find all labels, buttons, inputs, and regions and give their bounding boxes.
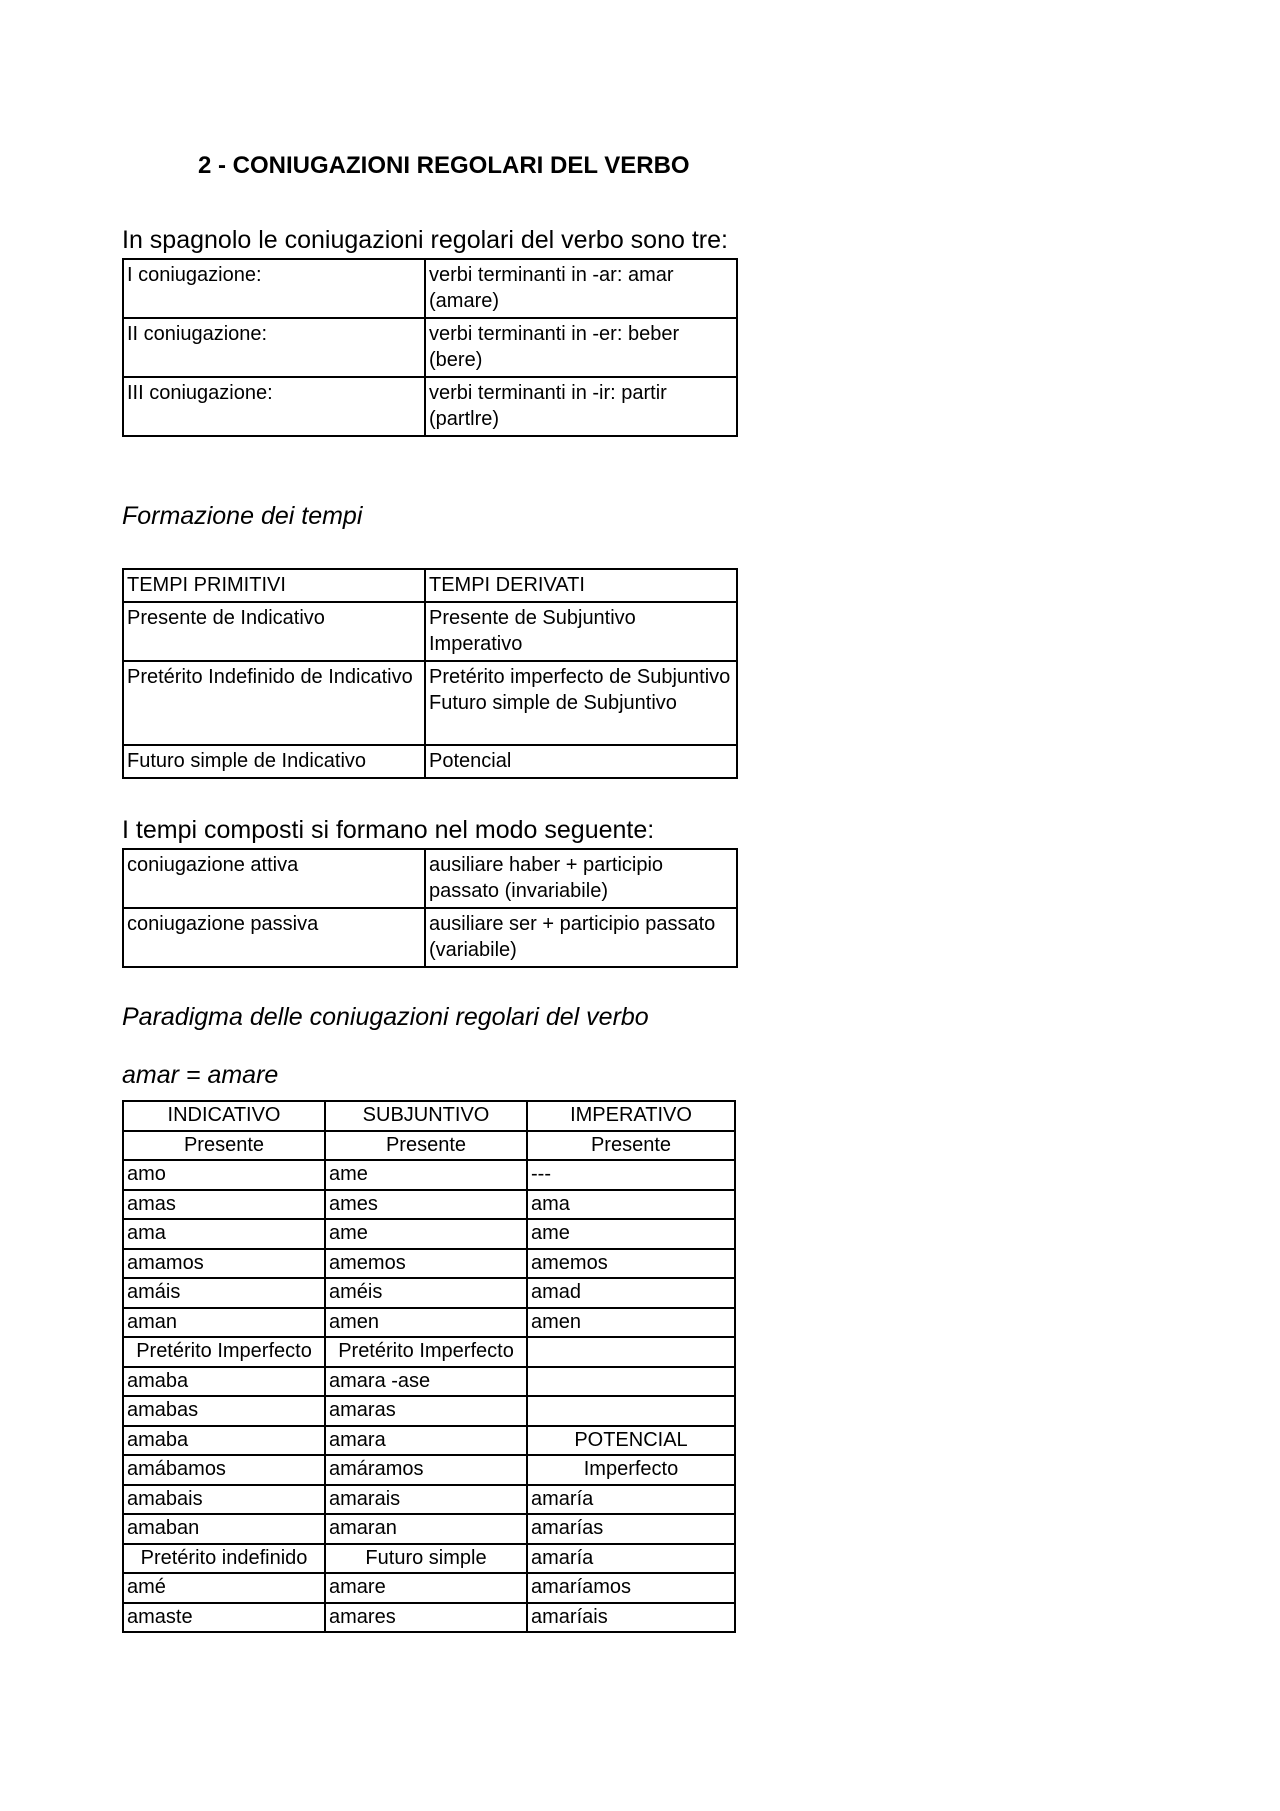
paradigma-heading: Paradigma delle coniugazioni regolari del verbo xyxy=(122,1003,649,1031)
conjugation-description: verbi terminanti in -ar: amar (amare) xyxy=(425,259,737,318)
table-row xyxy=(123,1396,735,1426)
tempi-derivati xyxy=(425,602,737,661)
table-row xyxy=(123,1544,735,1574)
conjugation-label: III coniugazione: xyxy=(123,377,425,436)
table-row xyxy=(123,745,737,778)
table-row xyxy=(123,1249,735,1279)
paradigm-cell: amarías xyxy=(527,1514,735,1544)
paradigm-cell: amabais xyxy=(123,1485,325,1515)
paradigm-cell: amaste xyxy=(123,1603,325,1633)
paradigm-cell: amas xyxy=(123,1190,325,1220)
table-row xyxy=(123,1367,735,1397)
paradigm-cell: amares xyxy=(325,1603,527,1633)
paradigm-cell: amaríais xyxy=(527,1603,735,1633)
paradigm-cell: aman xyxy=(123,1308,325,1338)
table-row xyxy=(123,1131,735,1161)
paradigm-cell: Pretérito Imperfecto xyxy=(325,1337,527,1367)
composto-label: coniugazione passiva xyxy=(123,908,425,967)
paradigm-cell: amen xyxy=(325,1308,527,1338)
paradigm-cell: Pretérito indefinido xyxy=(123,1544,325,1574)
table-row xyxy=(123,1337,735,1367)
paradigm-cell: amaras xyxy=(325,1396,527,1426)
table-row xyxy=(123,377,737,436)
table-row xyxy=(123,1190,735,1220)
paradigm-cell: amara -ase xyxy=(325,1367,527,1397)
paradigm-cell: amáramos xyxy=(325,1455,527,1485)
paradigm-cell: Presente xyxy=(325,1131,527,1161)
column-header: TEMPI DERIVATI xyxy=(425,569,737,602)
tempi-table xyxy=(122,568,738,779)
table-row xyxy=(123,318,737,377)
table-header-row xyxy=(123,569,737,602)
table-row xyxy=(123,1219,735,1249)
composti-table xyxy=(122,848,738,968)
paradigm-cell: amé xyxy=(123,1573,325,1603)
paradigm-cell: Presente xyxy=(123,1131,325,1161)
tempo-primitivo: Presente de Indicativo xyxy=(123,602,425,661)
paradigm-cell: Presente xyxy=(527,1131,735,1161)
composti-intro: I tempi composti si formano nel modo seguente: xyxy=(122,816,655,844)
paradigm-cell: amarais xyxy=(325,1485,527,1515)
paradigm-cell: amáis xyxy=(123,1278,325,1308)
paradigm-cell: amaríamos xyxy=(527,1573,735,1603)
paradigm-cell: amemos xyxy=(527,1249,735,1279)
paradigm-cell: IMPERATIVO xyxy=(527,1101,735,1131)
table-row xyxy=(123,1573,735,1603)
paradigm-cell: amaba xyxy=(123,1367,325,1397)
tempo-derivato: Futuro simple de Subjuntivo xyxy=(429,692,677,714)
table-row xyxy=(123,1603,735,1633)
paradigm-cell: améis xyxy=(325,1278,527,1308)
formazione-heading: Formazione dei tempi xyxy=(122,502,363,530)
tempo-derivato: Presente de Subjuntivo xyxy=(429,607,636,629)
conjugations-table xyxy=(122,258,738,437)
paradigm-cell: POTENCIAL xyxy=(527,1426,735,1456)
table-row xyxy=(123,259,737,318)
table-row xyxy=(123,849,737,908)
paradigm-cell: amabas xyxy=(123,1396,325,1426)
paradigm-cell: amara xyxy=(325,1426,527,1456)
tempi-derivati xyxy=(425,661,737,745)
page-title: 2 - CONIUGAZIONI REGOLARI DEL VERBO xyxy=(198,152,690,179)
conjugation-description: verbi terminanti in -er: beber (bere) xyxy=(425,318,737,377)
paradigm-cell: ame xyxy=(527,1219,735,1249)
paradigm-cell: ame xyxy=(325,1160,527,1190)
paradigm-cell: SUBJUNTIVO xyxy=(325,1101,527,1131)
table-row xyxy=(123,908,737,967)
table-row xyxy=(123,1160,735,1190)
paradigm-cell: ama xyxy=(527,1190,735,1220)
verb-heading: amar = amare xyxy=(122,1061,279,1089)
table-row xyxy=(123,1426,735,1456)
composto-label: coniugazione attiva xyxy=(123,849,425,908)
paradigm-cell: amemos xyxy=(325,1249,527,1279)
paradigm-cell: amaban xyxy=(123,1514,325,1544)
tempi-derivati xyxy=(425,745,737,778)
paradigm-cell: Imperfecto xyxy=(527,1455,735,1485)
table-row xyxy=(123,1455,735,1485)
paradigm-cell xyxy=(527,1337,735,1367)
paradigm-cell: ame xyxy=(325,1219,527,1249)
table-row xyxy=(123,1101,735,1131)
paradigm-cell: --- xyxy=(527,1160,735,1190)
paradigm-cell: amaría xyxy=(527,1544,735,1574)
paradigm-cell: amamos xyxy=(123,1249,325,1279)
conjugation-label: I coniugazione: xyxy=(123,259,425,318)
column-header: TEMPI PRIMITIVI xyxy=(123,569,425,602)
paradigm-cell: Pretérito Imperfecto xyxy=(123,1337,325,1367)
table-row xyxy=(123,1308,735,1338)
paradigm-cell xyxy=(527,1367,735,1397)
tempo-derivato: Pretérito imperfecto de Subjuntivo xyxy=(429,666,731,688)
paradigm-cell: amaba xyxy=(123,1426,325,1456)
table-row xyxy=(123,661,737,745)
paradigm-cell: amen xyxy=(527,1308,735,1338)
paradigm-cell: amaría xyxy=(527,1485,735,1515)
paradigm-cell xyxy=(527,1396,735,1426)
paradigm-cell: amo xyxy=(123,1160,325,1190)
paradigm-cell: amad xyxy=(527,1278,735,1308)
paradigm-cell: Futuro simple xyxy=(325,1544,527,1574)
table-row xyxy=(123,1485,735,1515)
tempo-derivato: Potencial xyxy=(429,750,512,772)
paradigm-cell: INDICATIVO xyxy=(123,1101,325,1131)
paradigm-cell: amare xyxy=(325,1573,527,1603)
tempo-primitivo: Pretérito Indefinido de Indicativo xyxy=(123,661,425,745)
composto-description: ausiliare ser + participio passato (variabile) xyxy=(425,908,737,967)
tempo-primitivo: Futuro simple de Indicativo xyxy=(123,745,425,778)
table-row xyxy=(123,1278,735,1308)
paradigm-cell: amábamos xyxy=(123,1455,325,1485)
table-row xyxy=(123,602,737,661)
paradigm-table xyxy=(122,1100,736,1633)
intro-text: In spagnolo le coniugazioni regolari del verbo sono tre: xyxy=(122,226,728,254)
paradigm-cell: amaran xyxy=(325,1514,527,1544)
conjugation-label: II coniugazione: xyxy=(123,318,425,377)
paradigm-cell: ames xyxy=(325,1190,527,1220)
tempo-derivato: Imperativo xyxy=(429,633,523,655)
table-row xyxy=(123,1514,735,1544)
conjugation-description: verbi terminanti in -ir: partir (partlre) xyxy=(425,377,737,436)
paradigm-cell: ama xyxy=(123,1219,325,1249)
composto-description: ausiliare haber + participio passato (invariabile) xyxy=(425,849,737,908)
